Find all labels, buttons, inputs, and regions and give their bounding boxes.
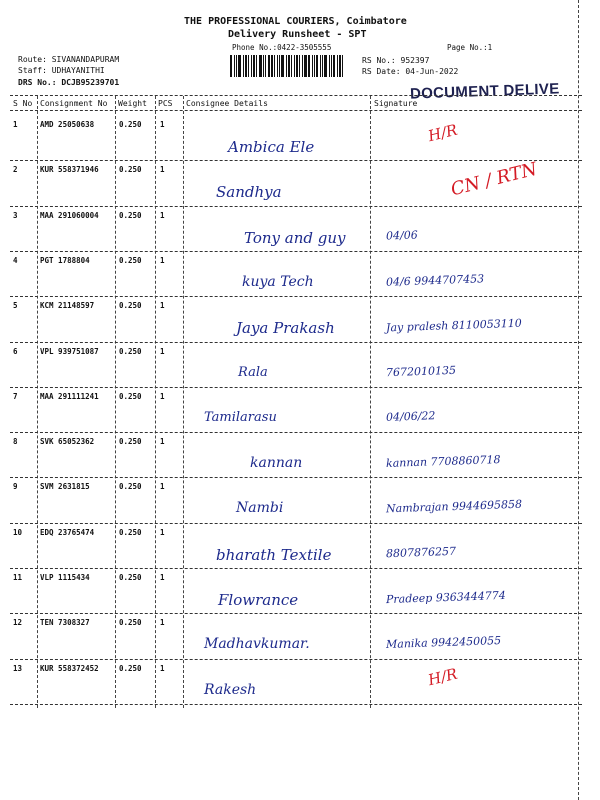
row-pcs: 1: [160, 573, 165, 582]
row-consignee: Flowrance: [218, 591, 299, 609]
row-consignee: bharath Textile: [216, 545, 332, 564]
row-weight: 0.250: [119, 346, 142, 356]
row-sno: 7: [13, 391, 18, 401]
row-separator: [10, 568, 582, 569]
row-weight: 0.250: [119, 573, 142, 582]
row-signature: kannan 7708860718: [385, 453, 501, 471]
row-remark: CN / RTN: [448, 158, 540, 201]
row-consignee: Jaya Prakash: [236, 319, 335, 338]
row-pcs: 1: [160, 437, 165, 447]
row-separator: [10, 251, 582, 252]
divider: [37, 96, 38, 708]
row-signature: Pradeep 9363444774: [385, 588, 507, 607]
row-consignment-no: MAA 291111241: [40, 391, 99, 401]
col-consignment: Consignment No: [40, 99, 108, 108]
divider: [155, 96, 156, 708]
row-pcs: 1: [160, 120, 165, 129]
document-delivered-stamp: DOCUMENT DELIVE: [409, 80, 560, 103]
row-sno: 11: [13, 573, 23, 582]
route: Route: SIVANANDAPURAM: [18, 55, 120, 64]
table-header-rule: [10, 110, 582, 111]
row-sno: 10: [13, 527, 23, 537]
row-consignment-no: KUR 558371946: [40, 165, 99, 175]
row-separator: [10, 387, 582, 388]
row-signature: Nambrajan 9944695858: [385, 498, 523, 516]
row-pcs: 1: [160, 482, 165, 492]
row-pcs: 1: [160, 346, 165, 356]
col-pcs: PCS: [158, 99, 173, 108]
row-consignment-no: TEN 7308327: [40, 618, 90, 628]
row-sno: 13: [13, 663, 23, 673]
row-pcs: 1: [160, 165, 165, 175]
row-sno: 2: [13, 165, 18, 175]
row-sno: 5: [13, 301, 18, 311]
row-sno: 6: [13, 346, 18, 356]
staff: Staff: UDHAYANITHI: [18, 66, 105, 75]
barcode: [230, 55, 350, 77]
row-separator: [10, 342, 582, 343]
row-consignment-no: EDQ 23765474: [40, 527, 95, 537]
row-pcs: 1: [160, 618, 165, 628]
row-signature: Manika 9942450055: [385, 634, 502, 652]
rs-date: RS Date: 04-Jun-2022: [362, 67, 459, 76]
row-separator: [10, 296, 582, 297]
row-weight: 0.250: [119, 301, 142, 311]
row-separator: [10, 523, 582, 524]
row-remark: H/R: [426, 120, 460, 146]
row-weight: 0.250: [119, 391, 142, 401]
row-consignment-no: SVK 65052362: [40, 437, 95, 447]
row-consignment-no: KUR 558372452: [40, 663, 99, 673]
row-separator: [10, 477, 582, 478]
row-sno: 3: [13, 210, 18, 220]
row-pcs: 1: [160, 663, 165, 673]
row-remark: H/R: [426, 664, 460, 689]
row-weight: 0.250: [119, 618, 142, 628]
row-consignee: Rala: [238, 364, 268, 380]
row-pcs: 1: [160, 255, 165, 265]
drs-number: DRS No.: DCJB95239701: [18, 78, 120, 87]
row-consignment-no: VPL 939751087: [40, 346, 99, 356]
row-signature: 7672010135: [385, 363, 457, 379]
row-signature: 04/6 9944707453: [385, 272, 485, 289]
row-weight: 0.250: [119, 210, 142, 220]
sheet-title: Delivery Runsheet - SPT: [228, 29, 367, 40]
row-signature: 04/06/22: [385, 408, 436, 424]
row-signature: 8807876257: [385, 544, 457, 560]
row-separator: [10, 432, 582, 433]
phone-number: Phone No.:0422-3505555: [232, 43, 332, 52]
row-consignee: Madhavkumar.: [204, 636, 310, 653]
row-signature: Jay pralesh 8110053110: [385, 316, 522, 335]
row-consignment-no: AMD 25050638: [40, 120, 95, 129]
row-consignee: kannan: [250, 455, 303, 472]
row-consignee: Nambi: [236, 500, 284, 517]
row-sno: 4: [13, 255, 18, 265]
rs-number: RS No.: 952397: [362, 56, 430, 65]
row-sno: 12: [13, 618, 23, 628]
col-sno: S No: [13, 99, 33, 108]
row-consignment-no: VLP 1115434: [40, 573, 90, 582]
table-top-rule: [10, 95, 582, 96]
row-separator: [10, 659, 582, 660]
row-separator: [10, 206, 582, 207]
row-sno: 8: [13, 437, 18, 447]
row-consignment-no: MAA 291060004: [40, 210, 99, 220]
row-weight: 0.250: [119, 482, 142, 492]
divider: [370, 96, 371, 708]
row-consignee: Sandhya: [216, 183, 282, 202]
row-pcs: 1: [160, 527, 165, 537]
row-separator: [10, 160, 582, 161]
row-weight: 0.250: [119, 165, 142, 175]
row-pcs: 1: [160, 391, 165, 401]
col-signature: Signature: [374, 99, 418, 108]
row-sno: 1: [13, 120, 18, 129]
col-weight: Weight: [118, 99, 147, 108]
row-weight: 0.250: [119, 255, 142, 265]
row-consignee: kuya Tech: [242, 273, 314, 290]
row-weight: 0.250: [119, 527, 142, 537]
row-pcs: 1: [160, 301, 165, 311]
row-separator: [10, 613, 582, 614]
row-weight: 0.250: [119, 120, 142, 129]
row-weight: 0.250: [119, 663, 142, 673]
row-weight: 0.250: [119, 437, 142, 447]
page-number: Page No.:1: [447, 43, 493, 52]
row-separator: [10, 704, 582, 705]
row-consignee: Tamilarasu: [204, 409, 277, 425]
row-consignment-no: KCM 21148597: [40, 301, 95, 311]
row-consignee: Rakesh: [204, 681, 257, 698]
col-consignee: Consignee Details: [186, 99, 268, 108]
row-consignment-no: SVM 2631815: [40, 482, 90, 492]
row-consignee: Tony and guy: [244, 228, 346, 247]
row-consignee: Ambica Ele: [228, 138, 315, 156]
page-edge: [578, 0, 579, 800]
row-consignment-no: PGT 1788804: [40, 255, 90, 265]
row-sno: 9: [13, 482, 18, 492]
company-name: THE PROFESSIONAL COURIERS, Coimbatore: [184, 16, 407, 27]
row-pcs: 1: [160, 210, 165, 220]
divider: [183, 96, 184, 708]
row-signature: 04/06: [385, 228, 418, 243]
divider: [115, 96, 116, 708]
